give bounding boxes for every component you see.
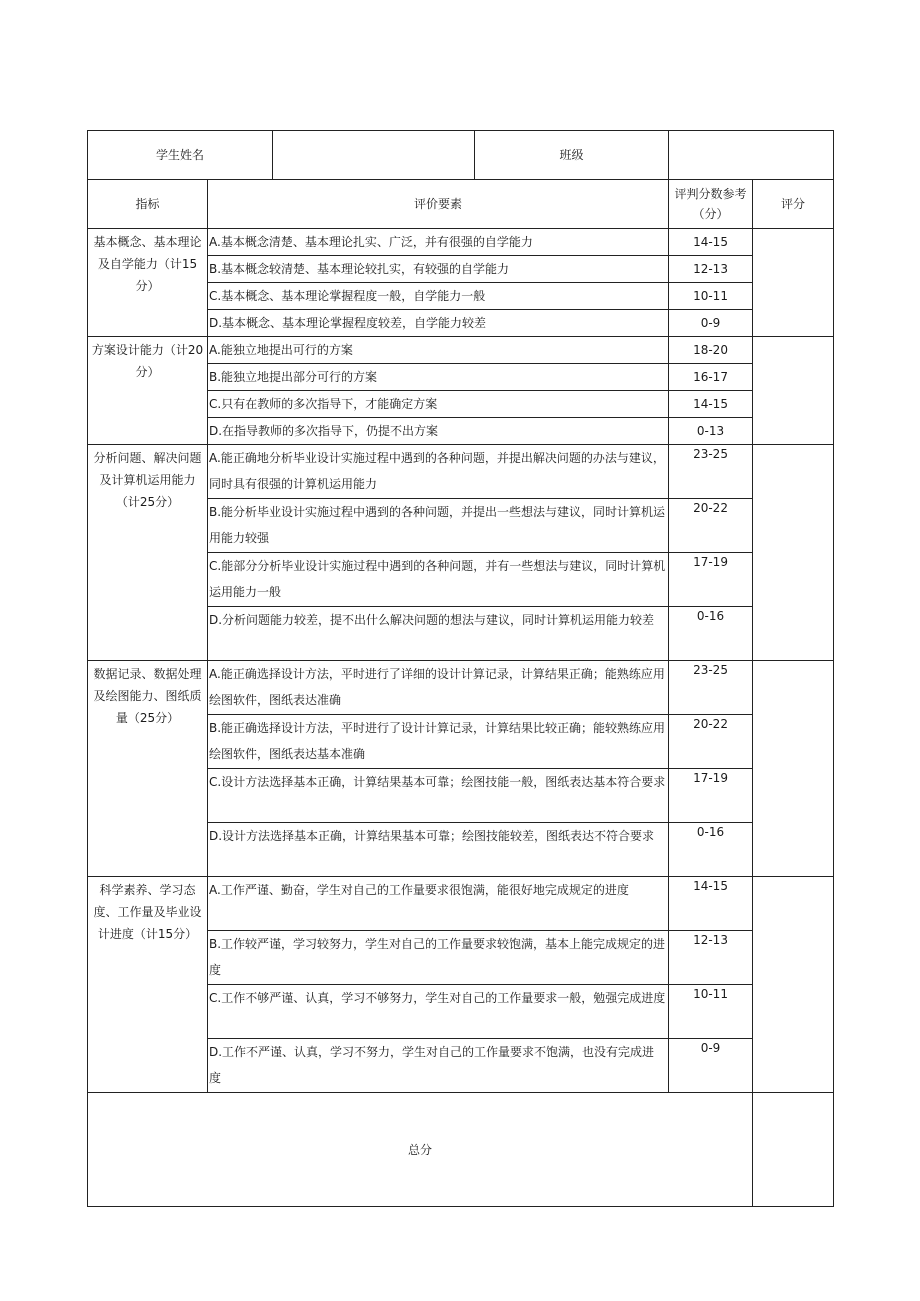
table-row xyxy=(88,445,834,499)
criterion-text: B.能独立地提出部分可行的方案 xyxy=(208,364,669,391)
student-name-label: 学生姓名 xyxy=(88,131,273,180)
category-cell: 方案设计能力（计20分） xyxy=(88,337,208,445)
criterion-text: B.工作较严谨，学习较努力，学生对自己的工作量要求较饱满，基本上能完成规定的进度 xyxy=(208,931,669,985)
score-range: 0-16 xyxy=(669,607,753,661)
criterion-text: D.基本概念、基本理论掌握程度较差，自学能力较差 xyxy=(208,310,669,337)
score-range: 12-13 xyxy=(669,256,753,283)
score-range: 23-25 xyxy=(669,661,753,715)
total-label: 总分 xyxy=(88,1093,753,1207)
criterion-text: A.能正确地分析毕业设计实施过程中遇到的各种问题，并提出解决问题的办法与建议，同时具有很强的计算机运用能力 xyxy=(208,445,669,499)
student-name-field[interactable] xyxy=(273,131,475,180)
score-range: 20-22 xyxy=(669,499,753,553)
score-range: 16-17 xyxy=(669,364,753,391)
score-range: 14-15 xyxy=(669,391,753,418)
criterion-text: B.基本概念较清楚、基本理论较扎实，有较强的自学能力 xyxy=(208,256,669,283)
criterion-text: A.工作严谨、勤奋，学生对自己的工作量要求很饱满，能很好地完成规定的进度 xyxy=(208,877,669,931)
score-range: 17-19 xyxy=(669,769,753,823)
score-range: 0-16 xyxy=(669,823,753,877)
criterion-text: B.能正确选择设计方法，平时进行了设计计算记录，计算结果比较正确；能较熟练应用绘图软件，图纸表达基本准确 xyxy=(208,715,669,769)
elements-header: 评价要素 xyxy=(208,180,669,229)
criterion-text: C.工作不够严谨、认真，学习不够努力，学生对自己的工作量要求一般，勉强完成进度 xyxy=(208,985,669,1039)
criterion-text: D.设计方法选择基本正确，计算结果基本可靠；绘图技能较差，图纸表达不符合要求 xyxy=(208,823,669,877)
score-range: 23-25 xyxy=(669,445,753,499)
score-input[interactable] xyxy=(753,661,834,877)
score-range: 0-9 xyxy=(669,310,753,337)
table-row xyxy=(88,877,834,931)
reference-header: 评判分数参考（分） xyxy=(669,180,753,229)
category-cell: 科学素养、学习态度、工作量及毕业设计进度（计15分） xyxy=(88,877,208,1093)
score-input[interactable] xyxy=(753,337,834,445)
table-row xyxy=(88,661,834,715)
score-range: 10-11 xyxy=(669,985,753,1039)
criterion-text: C.只有在教师的多次指导下，才能确定方案 xyxy=(208,391,669,418)
criterion-text: C.设计方法选择基本正确，计算结果基本可靠；绘图技能一般，图纸表达基本符合要求 xyxy=(208,769,669,823)
criterion-text: A.基本概念清楚、基本理论扎实、广泛，并有很强的自学能力 xyxy=(208,229,669,256)
criterion-text: A.能正确选择设计方法，平时进行了详细的设计计算记录，计算结果正确；能熟练应用绘图软件，图纸表达准确 xyxy=(208,661,669,715)
score-header: 评分 xyxy=(753,180,834,229)
category-cell: 数据记录、数据处理及绘图能力、图纸质量（25分） xyxy=(88,661,208,877)
score-input[interactable] xyxy=(753,445,834,661)
evaluation-sheet xyxy=(87,130,833,1207)
score-input[interactable] xyxy=(753,229,834,337)
criterion-text: B.能分析毕业设计实施过程中遇到的各种问题，并提出一些想法与建议，同时计算机运用能力较强 xyxy=(208,499,669,553)
indicator-header: 指标 xyxy=(88,180,208,229)
category-cell: 分析问题、解决问题及计算机运用能力（计25分） xyxy=(88,445,208,661)
criterion-text: D.工作不严谨、认真，学习不努力，学生对自己的工作量要求不饱满，也没有完成进度 xyxy=(208,1039,669,1093)
total-score-input[interactable] xyxy=(753,1093,834,1207)
evaluation-table xyxy=(87,130,834,1207)
score-range: 20-22 xyxy=(669,715,753,769)
score-input[interactable] xyxy=(753,877,834,1093)
score-range: 12-13 xyxy=(669,931,753,985)
score-range: 0-9 xyxy=(669,1039,753,1093)
score-range: 10-11 xyxy=(669,283,753,310)
criterion-text: D.在指导教师的多次指导下，仍提不出方案 xyxy=(208,418,669,445)
criterion-text: C.能部分分析毕业设计实施过程中遇到的各种问题，并有一些想法与建议，同时计算机运用能力一般 xyxy=(208,553,669,607)
column-header-row xyxy=(88,180,834,229)
total-row xyxy=(88,1093,834,1207)
table-row xyxy=(88,229,834,256)
criterion-text: C.基本概念、基本理论掌握程度一般，自学能力一般 xyxy=(208,283,669,310)
class-field[interactable] xyxy=(669,131,834,180)
score-range: 14-15 xyxy=(669,877,753,931)
score-range: 17-19 xyxy=(669,553,753,607)
criterion-text: D.分析问题能力较差，提不出什么解决问题的想法与建议，同时计算机运用能力较差 xyxy=(208,607,669,661)
score-range: 0-13 xyxy=(669,418,753,445)
student-info-row xyxy=(88,131,834,180)
criterion-text: A.能独立地提出可行的方案 xyxy=(208,337,669,364)
table-row xyxy=(88,337,834,364)
class-label: 班级 xyxy=(475,131,669,180)
score-range: 14-15 xyxy=(669,229,753,256)
score-range: 18-20 xyxy=(669,337,753,364)
category-cell: 基本概念、基本理论及自学能力（计15分） xyxy=(88,229,208,337)
